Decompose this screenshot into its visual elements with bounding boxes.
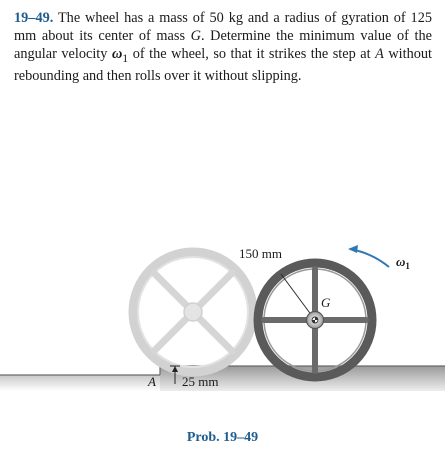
point-a-label: A — [148, 374, 156, 389]
wheel — [258, 263, 372, 377]
problem-text-part3: of the wheel, so that it strikes the step at — [128, 46, 376, 62]
problem-text-part1: The wheel has a mass of 50 kg and a radius of gyration of 125 mm about its center of mass — [14, 10, 432, 44]
figure-caption: Prob. 19–49 — [186, 430, 259, 445]
ghost-wheel — [133, 252, 253, 372]
step-height-label: 25 mm — [182, 374, 219, 389]
omega-label: $\omega_1$ — [396, 254, 410, 271]
angular-velocity-arrow — [348, 245, 389, 267]
omega-subscript: 1 — [122, 50, 129, 65]
radius-label: 150 mm — [239, 246, 282, 261]
ground — [0, 366, 445, 391]
omega-symbol: ω — [111, 46, 123, 62]
problem-number: 19–49. — [14, 10, 54, 26]
problem-text-part4: without rebounding and then rolls over it without slipping. — [14, 46, 433, 84]
center-label: G — [321, 295, 331, 310]
problem-text-part2: . Determine the minimum value of the angular velocity — [14, 28, 432, 62]
point-symbol: A — [375, 46, 384, 62]
center-symbol: G — [190, 28, 201, 44]
